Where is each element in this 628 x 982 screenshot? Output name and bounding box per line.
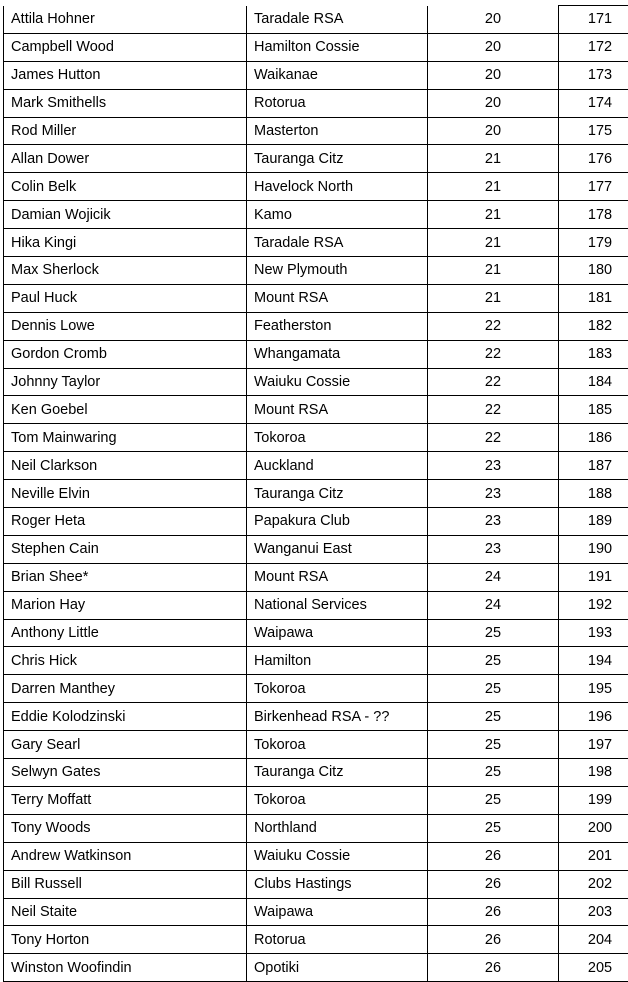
player-name-cell: Anthony Little	[4, 619, 247, 647]
table-row	[4, 731, 628, 759]
rank-cell: 174	[559, 89, 628, 117]
score-cell: 22	[428, 312, 559, 340]
player-name-cell: Eddie Kolodzinski	[4, 703, 247, 731]
club-cell: Tokoroa	[247, 424, 428, 452]
score-cell: 25	[428, 786, 559, 814]
rank-cell: 186	[559, 424, 628, 452]
player-name-cell: Dennis Lowe	[4, 312, 247, 340]
score-cell: 21	[428, 201, 559, 229]
score-cell: 21	[428, 257, 559, 285]
table-row	[4, 340, 628, 368]
score-cell: 23	[428, 508, 559, 536]
player-name-cell: Stephen Cain	[4, 535, 247, 563]
table-row	[4, 173, 628, 201]
score-cell: 21	[428, 173, 559, 201]
rank-cell: 176	[559, 145, 628, 173]
club-cell: Papakura Club	[247, 508, 428, 536]
rank-cell: 179	[559, 229, 628, 257]
score-cell: 20	[428, 117, 559, 145]
rank-cell: 188	[559, 480, 628, 508]
rank-cell: 195	[559, 675, 628, 703]
table-row	[4, 563, 628, 591]
club-cell: Mount RSA	[247, 284, 428, 312]
table-row	[4, 33, 628, 61]
player-name-cell: Allan Dower	[4, 145, 247, 173]
score-cell: 21	[428, 145, 559, 173]
club-cell: Tauranga Citz	[247, 759, 428, 787]
score-cell: 21	[428, 284, 559, 312]
table-row	[4, 814, 628, 842]
club-cell: Birkenhead RSA - ??	[247, 703, 428, 731]
table-row	[4, 591, 628, 619]
score-cell: 23	[428, 452, 559, 480]
club-cell: Auckland	[247, 452, 428, 480]
table-row	[4, 61, 628, 89]
table-row	[4, 201, 628, 229]
rank-cell: 204	[559, 926, 628, 954]
player-name-cell: Neil Clarkson	[4, 452, 247, 480]
player-name-cell: Brian Shee*	[4, 563, 247, 591]
rank-cell: 205	[559, 954, 628, 982]
player-name-cell: Tom Mainwaring	[4, 424, 247, 452]
rank-cell: 191	[559, 563, 628, 591]
rank-cell: 172	[559, 33, 628, 61]
club-cell: Rotorua	[247, 89, 428, 117]
results-table-body	[4, 6, 628, 982]
table-row	[4, 368, 628, 396]
table-row	[4, 257, 628, 285]
player-name-cell: Attila Hohner	[4, 6, 247, 34]
score-cell: 25	[428, 647, 559, 675]
score-cell: 22	[428, 424, 559, 452]
rank-cell: 193	[559, 619, 628, 647]
score-cell: 23	[428, 480, 559, 508]
table-row	[4, 703, 628, 731]
club-cell: Masterton	[247, 117, 428, 145]
table-row	[4, 675, 628, 703]
player-name-cell: Andrew Watkinson	[4, 842, 247, 870]
club-cell: Tokoroa	[247, 731, 428, 759]
rank-cell: 203	[559, 898, 628, 926]
player-name-cell: Hika Kingi	[4, 229, 247, 257]
score-cell: 20	[428, 89, 559, 117]
table-row	[4, 954, 628, 982]
table-row	[4, 619, 628, 647]
rank-cell: 180	[559, 257, 628, 285]
score-cell: 25	[428, 703, 559, 731]
club-cell: Hamilton	[247, 647, 428, 675]
player-name-cell: Tony Woods	[4, 814, 247, 842]
score-cell: 20	[428, 33, 559, 61]
player-name-cell: Ken Goebel	[4, 396, 247, 424]
club-cell: Opotiki	[247, 954, 428, 982]
player-name-cell: Gary Searl	[4, 731, 247, 759]
club-cell: Rotorua	[247, 926, 428, 954]
player-name-cell: Campbell Wood	[4, 33, 247, 61]
results-sheet	[3, 5, 625, 982]
table-row	[4, 480, 628, 508]
club-cell: Clubs Hastings	[247, 870, 428, 898]
table-row	[4, 6, 628, 34]
score-cell: 22	[428, 396, 559, 424]
club-cell: National Services	[247, 591, 428, 619]
table-row	[4, 842, 628, 870]
club-cell: Taradale RSA	[247, 229, 428, 257]
rank-cell: 194	[559, 647, 628, 675]
table-row	[4, 312, 628, 340]
score-cell: 25	[428, 759, 559, 787]
player-name-cell: Terry Moffatt	[4, 786, 247, 814]
table-row	[4, 452, 628, 480]
player-name-cell: Colin Belk	[4, 173, 247, 201]
club-cell: Whangamata	[247, 340, 428, 368]
player-name-cell: Bill Russell	[4, 870, 247, 898]
rank-cell: 197	[559, 731, 628, 759]
score-cell: 23	[428, 535, 559, 563]
rank-cell: 184	[559, 368, 628, 396]
club-cell: Tokoroa	[247, 675, 428, 703]
player-name-cell: James Hutton	[4, 61, 247, 89]
score-cell: 25	[428, 619, 559, 647]
score-cell: 26	[428, 870, 559, 898]
rank-cell: 202	[559, 870, 628, 898]
rank-cell: 190	[559, 535, 628, 563]
club-cell: Northland	[247, 814, 428, 842]
rank-cell: 173	[559, 61, 628, 89]
rank-cell: 198	[559, 759, 628, 787]
table-row	[4, 926, 628, 954]
player-name-cell: Johnny Taylor	[4, 368, 247, 396]
score-cell: 25	[428, 814, 559, 842]
player-name-cell: Roger Heta	[4, 508, 247, 536]
club-cell: Tauranga Citz	[247, 145, 428, 173]
results-table	[3, 5, 628, 982]
rank-cell: 183	[559, 340, 628, 368]
club-cell: Tokoroa	[247, 786, 428, 814]
club-cell: Waikanae	[247, 61, 428, 89]
table-row	[4, 786, 628, 814]
club-cell: Waipawa	[247, 619, 428, 647]
club-cell: Havelock North	[247, 173, 428, 201]
score-cell: 26	[428, 926, 559, 954]
score-cell: 20	[428, 61, 559, 89]
table-row	[4, 759, 628, 787]
rank-cell: 196	[559, 703, 628, 731]
player-name-cell: Gordon Cromb	[4, 340, 247, 368]
player-name-cell: Rod Miller	[4, 117, 247, 145]
club-cell: Wanganui East	[247, 535, 428, 563]
rank-cell: 187	[559, 452, 628, 480]
player-name-cell: Paul Huck	[4, 284, 247, 312]
club-cell: Waiuku Cossie	[247, 842, 428, 870]
score-cell: 24	[428, 591, 559, 619]
club-cell: Tauranga Citz	[247, 480, 428, 508]
player-name-cell: Chris Hick	[4, 647, 247, 675]
score-cell: 20	[428, 6, 559, 34]
table-row	[4, 870, 628, 898]
player-name-cell: Neville Elvin	[4, 480, 247, 508]
rank-cell: 199	[559, 786, 628, 814]
score-cell: 25	[428, 675, 559, 703]
table-row	[4, 647, 628, 675]
rank-cell: 182	[559, 312, 628, 340]
rank-cell: 192	[559, 591, 628, 619]
player-name-cell: Selwyn Gates	[4, 759, 247, 787]
table-row	[4, 508, 628, 536]
rank-cell: 177	[559, 173, 628, 201]
rank-cell: 175	[559, 117, 628, 145]
club-cell: Mount RSA	[247, 563, 428, 591]
club-cell: Waipawa	[247, 898, 428, 926]
table-row	[4, 145, 628, 173]
score-cell: 24	[428, 563, 559, 591]
player-name-cell: Max Sherlock	[4, 257, 247, 285]
table-row	[4, 898, 628, 926]
club-cell: Kamo	[247, 201, 428, 229]
club-cell: Hamilton Cossie	[247, 33, 428, 61]
table-row	[4, 284, 628, 312]
player-name-cell: Marion Hay	[4, 591, 247, 619]
score-cell: 25	[428, 731, 559, 759]
rank-cell: 189	[559, 508, 628, 536]
player-name-cell: Darren Manthey	[4, 675, 247, 703]
club-cell: Waiuku Cossie	[247, 368, 428, 396]
player-name-cell: Neil Staite	[4, 898, 247, 926]
player-name-cell: Damian Wojicik	[4, 201, 247, 229]
table-row	[4, 396, 628, 424]
score-cell: 21	[428, 229, 559, 257]
rank-cell: 185	[559, 396, 628, 424]
table-row	[4, 535, 628, 563]
score-cell: 22	[428, 340, 559, 368]
player-name-cell: Tony Horton	[4, 926, 247, 954]
score-cell: 26	[428, 898, 559, 926]
rank-cell: 181	[559, 284, 628, 312]
score-cell: 26	[428, 842, 559, 870]
table-row	[4, 229, 628, 257]
club-cell: Taradale RSA	[247, 6, 428, 34]
score-cell: 22	[428, 368, 559, 396]
rank-cell: 201	[559, 842, 628, 870]
club-cell: New Plymouth	[247, 257, 428, 285]
club-cell: Featherston	[247, 312, 428, 340]
score-cell: 26	[428, 954, 559, 982]
table-row	[4, 117, 628, 145]
rank-cell: 200	[559, 814, 628, 842]
rank-cell: 178	[559, 201, 628, 229]
player-name-cell: Winston Woofindin	[4, 954, 247, 982]
table-row	[4, 424, 628, 452]
rank-cell: 171	[559, 6, 628, 34]
player-name-cell: Mark Smithells	[4, 89, 247, 117]
table-row	[4, 89, 628, 117]
club-cell: Mount RSA	[247, 396, 428, 424]
